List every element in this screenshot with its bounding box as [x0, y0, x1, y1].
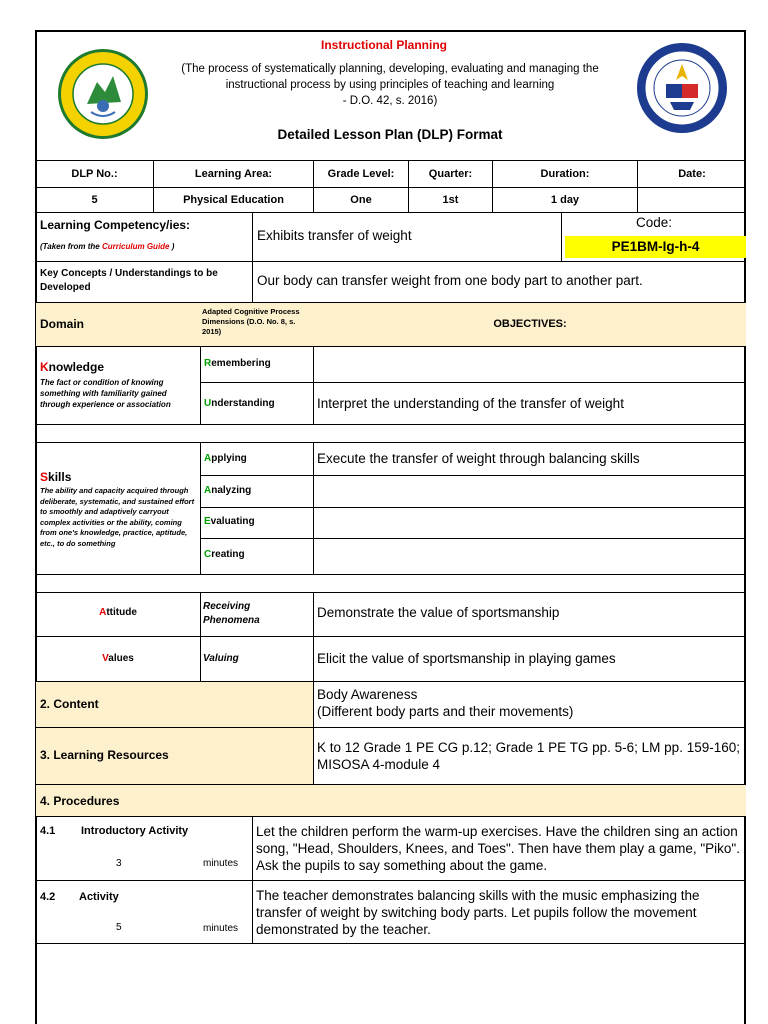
- info-value-quarter: 1st: [442, 194, 459, 206]
- understanding-initial: U: [204, 398, 212, 409]
- key-concepts-label: Key Concepts / Understandings to be Developed: [40, 268, 218, 293]
- evaluating-initial: E: [204, 516, 211, 527]
- skills-rest: kills: [48, 470, 72, 484]
- info-header-grade-level: Grade Level:: [327, 168, 395, 180]
- skills-title: [40, 470, 198, 484]
- deped-logo: [55, 46, 151, 142]
- values-rest: alues: [108, 653, 134, 664]
- code-value: PE1BM-Ig-h-4: [565, 236, 746, 258]
- skills-initial: S: [40, 470, 49, 484]
- values-objective: Elicit the value of sportsmanship in playing games: [317, 651, 616, 666]
- info-value-grade-level: One: [350, 194, 372, 206]
- header-description-2: instructional process by using principles of teaching and learning: [225, 79, 555, 91]
- values-level: Valuing: [203, 653, 239, 664]
- level-applying: [204, 453, 312, 464]
- applying-initial: A: [204, 453, 212, 464]
- content-line-2: (Different body parts and their movements): [317, 704, 574, 719]
- procedure-1-title: Introductory Activity: [81, 825, 189, 837]
- remembering-initial: R: [204, 358, 212, 369]
- procedure-2-minutes-value: 5: [116, 922, 122, 933]
- domain-label: Domain: [40, 317, 85, 331]
- procedure-1-minutes-value: 3: [116, 858, 122, 869]
- procedures-label: 4. Procedures: [40, 794, 120, 808]
- applying-rest: pplying: [211, 453, 247, 464]
- info-header-date: Date:: [678, 168, 706, 180]
- competency-note-prefix: (Taken from the: [40, 242, 102, 251]
- header-description-3: - D.O. 42, s. 2016): [342, 95, 438, 107]
- procedure-2-number: 4.2: [40, 891, 56, 903]
- dimensions-label: Adapted Cognitive Process Dimensions (D.O. No. 8, s. 2015): [202, 307, 300, 336]
- attitude-initial: A: [99, 607, 107, 618]
- procedure-2-minutes-label: minutes: [203, 923, 239, 934]
- info-header-dlp-no: DLP No.:: [71, 168, 118, 180]
- values-initial: V: [102, 653, 109, 664]
- procedure-2-title: Activity: [79, 891, 119, 903]
- procedure-1-number: 4.1: [40, 825, 56, 837]
- procedure-1-text: Let the children perform the warm-up exercises. Have the children sing an action song, "Head, Shoulders, Knees, and Toes". Then have them play a game, "Piko". Ask the pupils to say something about the game.: [256, 824, 740, 873]
- attitude-objective: Demonstrate the value of sportsmanship: [317, 605, 560, 620]
- procedure-2-text: The teacher demonstrates balancing skills with the music emphasizing the transfer of weight by switching body parts. Let pupils follow the movement demonstrated by the teacher.: [256, 888, 700, 937]
- creating-initial: C: [204, 549, 212, 560]
- header-title: Instructional Planning: [320, 38, 447, 52]
- attitude-level: Receiving Phenomena: [203, 601, 260, 626]
- skills-desc: The ability and capacity acquired through deliberate, systematic, and sustained effort to smoothly and adaptively carryout complex activities or the ability, coming from one's knowledge, practice, aptitude, etc., to do something: [40, 486, 195, 548]
- procedure-1-minutes-label: minutes: [203, 858, 239, 869]
- knowledge-initial: K: [40, 360, 49, 374]
- info-header-duration: Duration:: [540, 168, 590, 180]
- applying-objective: Execute the transfer of weight through balancing skills: [317, 451, 640, 466]
- content-label: 2. Content: [40, 697, 99, 711]
- format-title: Detailed Lesson Plan (DLP) Format: [277, 127, 503, 142]
- attitude-rest: ttitude: [106, 607, 137, 618]
- content-line-1: Body Awareness: [317, 687, 418, 702]
- analyzing-initial: A: [204, 485, 212, 496]
- resources-text: K to 12 Grade 1 PE CG p.12; Grade 1 PE TG pp. 5-6; LM pp. 159-160; MISOSA 4-module 4: [317, 740, 740, 772]
- info-value-learning-area: Physical Education: [183, 194, 284, 206]
- level-analyzing: [204, 485, 312, 496]
- info-value-duration: 1 day: [550, 194, 580, 206]
- values-title: [36, 653, 200, 664]
- resources-label: 3. Learning Resources: [40, 748, 169, 762]
- level-evaluating: [204, 516, 312, 527]
- understanding-rest: nderstanding: [211, 398, 275, 409]
- creating-rest: reating: [211, 549, 245, 560]
- curriculum-guide-link: Curriculum Guide: [101, 242, 170, 251]
- understanding-objective: Interpret the understanding of the transfer of weight: [317, 396, 624, 411]
- knowledge-title: [40, 360, 198, 374]
- evaluating-rest: valuating: [210, 516, 255, 527]
- kagawaran-logo: [636, 42, 728, 134]
- header-description-1: (The process of systematically planning, developing, evaluating and managing the: [181, 63, 599, 75]
- competency-text: Exhibits transfer of weight: [257, 228, 412, 243]
- info-value-dlp-no: 5: [91, 194, 98, 206]
- objectives-label: OBJECTIVES:: [493, 318, 567, 330]
- competency-note-suffix: ): [169, 242, 175, 251]
- attitude-title: [36, 607, 200, 618]
- info-header-quarter: Quarter:: [428, 168, 473, 180]
- knowledge-desc: The fact or condition of knowing something with familiarity gained through experience or association: [40, 378, 171, 409]
- knowledge-rest: nowledge: [48, 360, 105, 374]
- info-header-learning-area: Learning Area:: [194, 168, 273, 180]
- level-remembering: [204, 358, 312, 369]
- analyzing-rest: nalyzing: [211, 485, 252, 496]
- remembering-rest: emembering: [211, 358, 271, 369]
- key-concepts-text: Our body can transfer weight from one body part to another part.: [257, 273, 643, 288]
- competency-note: [40, 242, 250, 251]
- level-creating: [204, 549, 312, 560]
- competency-label: Learning Competency/ies:: [40, 218, 191, 232]
- code-label: Code:: [635, 215, 673, 230]
- level-understanding: [204, 398, 312, 409]
